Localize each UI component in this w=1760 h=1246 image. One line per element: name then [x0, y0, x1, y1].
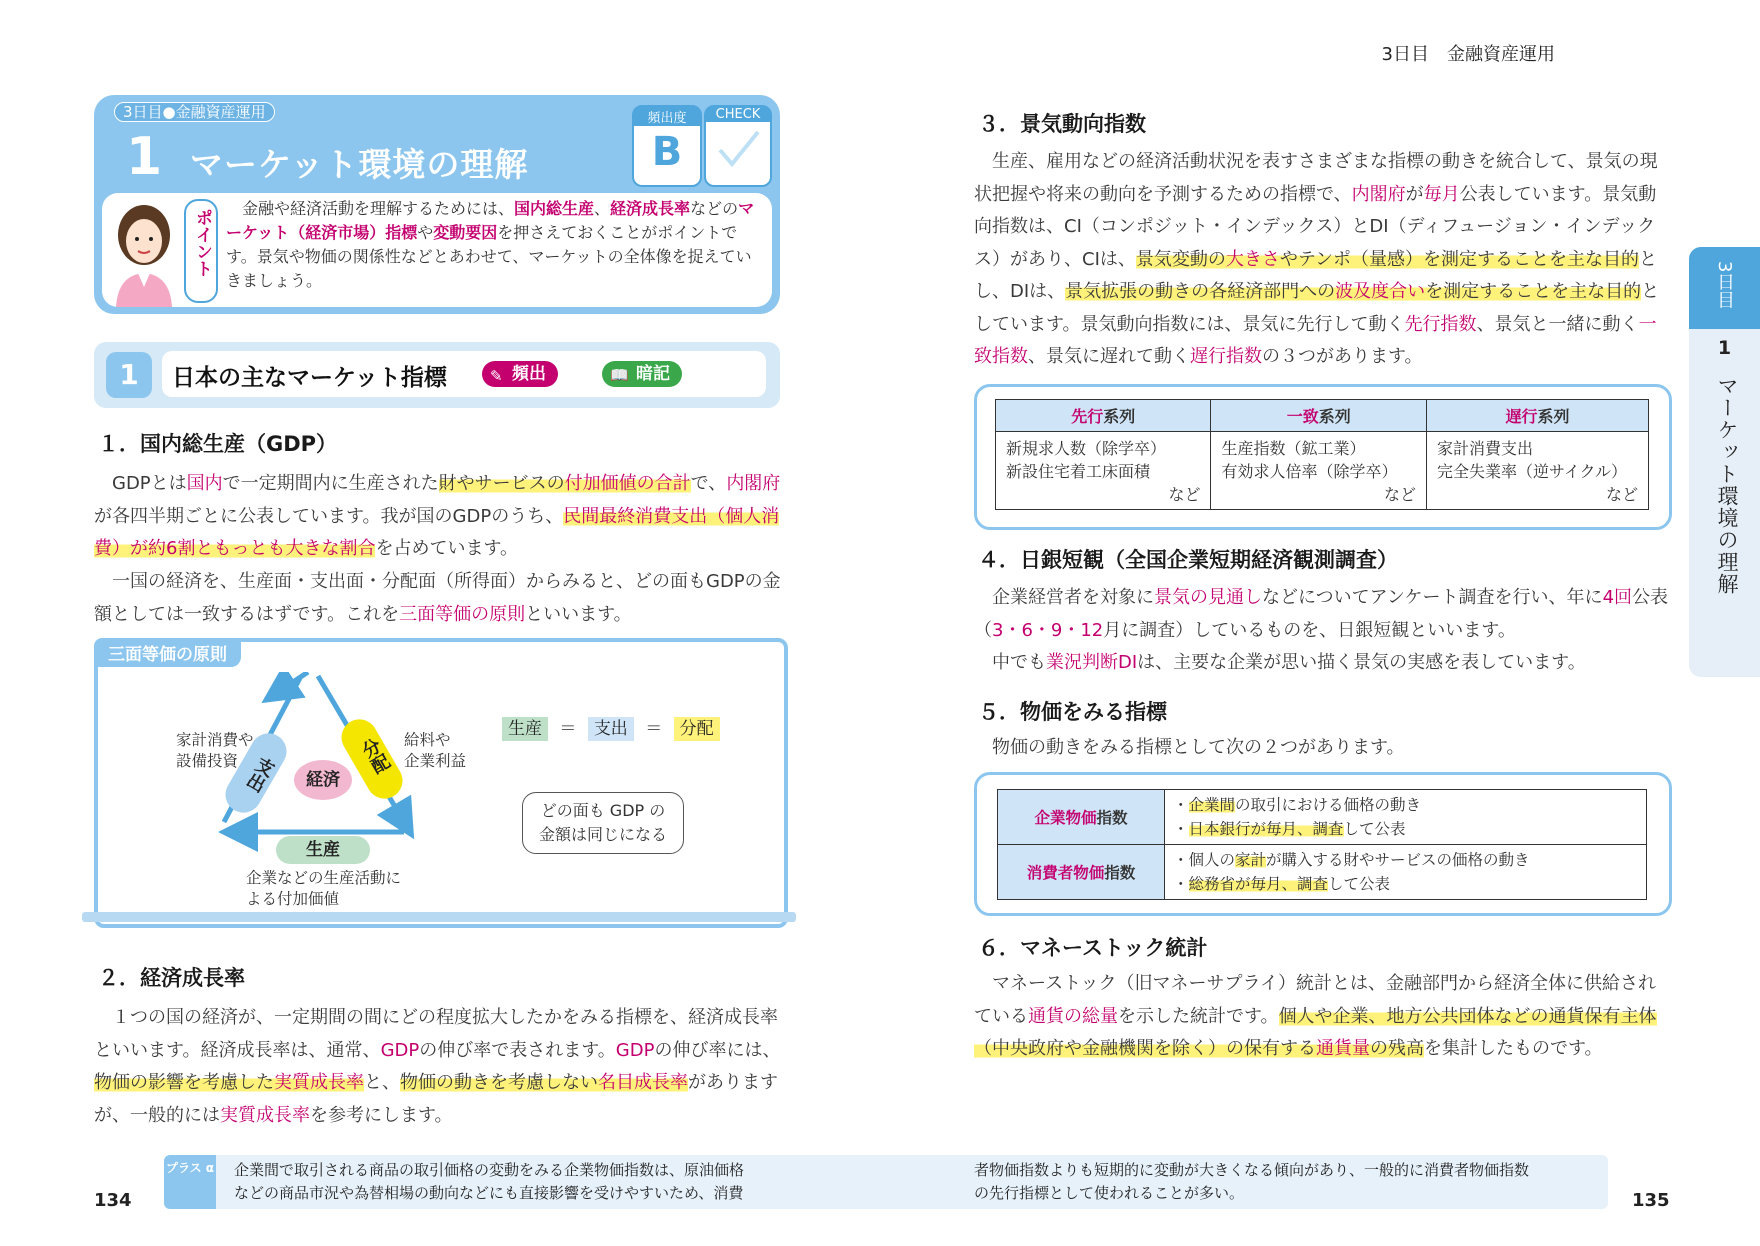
point-text: 金融や経済活動を理解するためには、国内総生産、経済成長率などのマーケット（経済市場）指標や変動要因を押さえておくことがポイントです。景気や物価の関係性などとあわせて、マーケットの全体像を捉えていきましょう。 — [226, 199, 755, 290]
freq-grade: B — [651, 129, 683, 175]
chapter-number: 1 — [126, 127, 163, 187]
header-leading: 先行系列 — [996, 400, 1211, 432]
note-right: 者物価指数よりも短期的に変動が大きくなる傾向があり、一般的に消費者物価指数 の先行指標として使われることが多い。 — [974, 1161, 1530, 1202]
chapter-header — [94, 95, 780, 314]
diagram-title: 三面等価の原則 — [94, 638, 241, 667]
side-tab — [1689, 247, 1760, 677]
chapter-label: 3日目●金融資産運用 — [114, 102, 275, 122]
side-tab-number: 1 — [1717, 337, 1732, 359]
badge-freq: ✎ 頻出 — [482, 361, 558, 387]
produce-note: 企業などの生産活動に よる付加価値 — [246, 869, 402, 908]
page-number-left: 134 — [94, 1190, 132, 1211]
leading-cell: 新規求人数（除学卒） 新設住宅着工床面積 など — [996, 432, 1211, 510]
cpi-desc: ・個人の家計が購入する財やサービスの価格の動き ・総務省が毎月、調査して公表 — [1165, 845, 1647, 900]
indicator-series-box — [974, 384, 1672, 530]
diagram-board — [94, 638, 788, 928]
distribute-note: 給料や 企業利益 — [404, 731, 467, 770]
book-icon: 📖 — [610, 366, 629, 384]
chapter-title: マーケット環境の理解 — [190, 145, 529, 184]
check-mark-icon — [706, 122, 770, 178]
business-paragraph: 生産、雇用などの経済活動状況を表すさまざまな指標の動きを統合して、景気の現状把握や将来の動向を予測するための指標で、内閣府が毎月公表しています。景気動向指数は、CI（コンポジット・インデックス）とDI（ディフュージョン・インデックス）があり、CIは、景気変動の大きさやテンポ（量感）を測定することを主な目的とし、DIは、景気拡張の動きの各経済部門への波及度合いを測定することを主な目的としています。景気動向指数には、景気に先行して動く先行指数、景気と一緒に動く一致指数、景気に遅れて動く遅行指数の３つがあります。 — [974, 151, 1660, 367]
point-box — [102, 193, 772, 307]
price-heading: ５．物価をみる指標 — [978, 700, 1167, 724]
section-header — [94, 342, 780, 408]
chalk-tray — [82, 912, 796, 922]
coincident-cell: 生産指数（鉱工業） 有効求人倍率（除学卒） など — [1211, 432, 1426, 510]
header-coincident: 一致系列 — [1211, 400, 1426, 432]
ppi-desc: ・企業間の取引における価格の動き ・日本銀行が毎月、調査して公表 — [1165, 790, 1647, 845]
tankan-paragraph-1: 企業経営者を対象に景気の見通しなどについてアンケート調査を行い、年に4回公表（3・6・9・12月に調査）しているものを、日銀短観といいます。 — [974, 587, 1669, 641]
note-left: 企業間で取引される商品の取引価格の変動をみる企業物価指数は、原油価格 などの商品市況や為替相場の動向などにも直接影響を受けやすいため、消費 — [234, 1161, 745, 1202]
business-heading: ３．景気動向指数 — [978, 112, 1146, 136]
side-tab-day: 3日目 — [1689, 247, 1760, 329]
node-distribute: 分配 — [335, 713, 409, 805]
growth-heading: ２．経済成長率 — [98, 966, 245, 990]
running-head: 3日目 金融資産運用 — [1381, 44, 1555, 65]
price-index-table — [997, 789, 1647, 900]
side-tab-title: マーケット環境の理解 — [1715, 375, 1739, 595]
header-lagging: 遅行系列 — [1426, 400, 1648, 432]
plus-alpha-note — [164, 1155, 1608, 1209]
price-index-box — [974, 772, 1672, 916]
equation: 生産 ＝ 支出 ＝ 分配 — [502, 714, 720, 739]
node-spend: 支出 — [219, 727, 293, 819]
indicator-series-table — [995, 399, 1649, 510]
lagging-cell: 家計消費支出 完全失業率（逆サイクル） など — [1426, 432, 1648, 510]
spend-note: 家計消費や 設備投資 — [176, 731, 254, 770]
tankan-heading: ４．日銀短観（全国企業短期経済観測調査） — [978, 548, 1398, 572]
section-title: 日本の主なマーケット指標 — [172, 365, 447, 391]
teacher-avatar — [108, 197, 180, 307]
pencil-icon: ✎ — [490, 367, 503, 385]
badge-memo: 📖 暗記 — [602, 361, 682, 387]
speech-bubble: どの面も GDP の 金額は同じになる — [522, 792, 684, 854]
cpi-name: 消費者物価指数 — [998, 845, 1165, 900]
check-box[interactable]: CHECK — [704, 105, 772, 187]
price-paragraph: 物価の動きをみる指標として次の２つがあります。 — [992, 737, 1405, 758]
tankan-paragraph-2: 中でも業況判断DIは、主要な企業が思い描く景気の実感を表しています。 — [992, 652, 1586, 673]
money-paragraph: マネーストック（旧マネーサプライ）統計とは、金融部門から経済全体に供給されている通貨の総量を示した統計です。個人や企業、地方公共団体などの通貨保有主体（中央政府や金融機関を除く）の保有する通貨量の残高を集計したものです。 — [974, 973, 1657, 1059]
growth-paragraph: １つの国の経済が、一定期間の間にどの程度拡大したかをみる指標を、経済成長率といいます。経済成長率は、通常、GDPの伸び率で表されます。GDPの伸び率には、物価の影響を考慮した実質成長率と、物価の動きを考慮しない名目成長率がありますが、一般的には実質成長率を参考にします。 — [94, 1007, 781, 1126]
money-heading: ６．マネーストック統計 — [978, 936, 1208, 960]
node-center: 経済 — [294, 760, 352, 800]
plus-alpha-icon: プラス α — [164, 1155, 216, 1209]
gdp-paragraph-1: GDPとは国内で一定期間内に生産された財やサービスの付加価値の合計で、内閣府が各四半期ごとに公表しています。我が国のGDPのうち、民間最終消費支出（個人消費）が約6割ともっとも大きな割合を占めています。 — [94, 473, 781, 559]
point-label: ポイント — [184, 199, 218, 303]
page-number-right: 135 — [1632, 1190, 1670, 1211]
section-number: 1 — [106, 352, 152, 398]
ppi-name: 企業物価指数 — [998, 790, 1165, 845]
node-produce: 生産 — [276, 836, 370, 864]
freq-box: 頻出度 B — [632, 105, 702, 187]
gdp-paragraph-2: 一国の経済を、生産面・支出面・分配面（所得面）からみると、どの面もGDPの金額としては一致するはずです。これを三面等価の原則といいます。 — [94, 571, 781, 625]
gdp-heading: １．国内総生産（GDP） — [98, 432, 338, 456]
